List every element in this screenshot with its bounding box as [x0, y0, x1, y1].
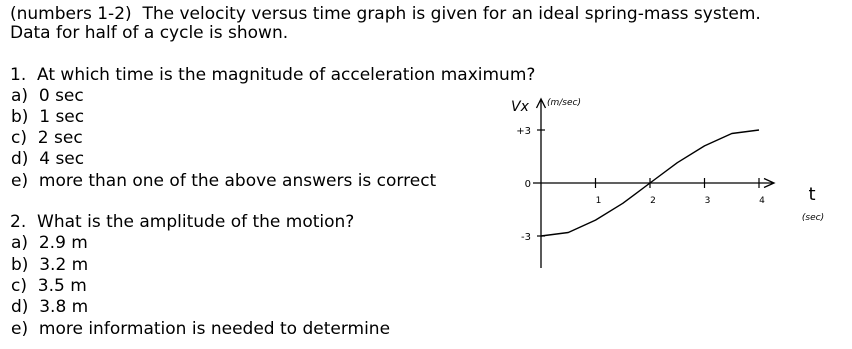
- question-2-option-c: c) 3.5 m: [11, 276, 87, 296]
- y-axis-unit: (m/sec): [547, 98, 581, 108]
- question-1-option-a: a) 0 sec: [11, 86, 84, 106]
- y-tick-label: +3: [516, 126, 531, 137]
- x-axis-unit: (sec): [801, 213, 825, 223]
- question-1-option-d: d) 4 sec: [11, 149, 85, 169]
- question-2-option-b: b) 3.2 m: [11, 255, 89, 275]
- x-tick-label: 2: [650, 196, 656, 206]
- x-tick-label: 1: [595, 196, 602, 206]
- question-1-option-c: c) 2 sec: [11, 128, 83, 148]
- question-1-option-e: e) more than one of the above answers is correct: [11, 171, 437, 191]
- question-2-prompt: 2. What is the amplitude of the motion?: [10, 212, 355, 232]
- y-tick-label: -3: [521, 232, 531, 243]
- question-2-option-e: e) more information is needed to determine: [11, 319, 391, 339]
- x-tick-label: 4: [759, 196, 765, 206]
- y-tick-label: 0: [524, 179, 531, 190]
- x-tick-label: 3: [704, 196, 711, 206]
- y-axis-label: Vx: [511, 99, 529, 115]
- velocity-time-graph: [490, 86, 852, 349]
- x-axis-label: t: [808, 184, 816, 205]
- intro-line-1: (numbers 1-2) The velocity versus time graph is given for an ideal spring-mass system.: [10, 4, 761, 24]
- question-2-option-d: d) 3.8 m: [11, 297, 89, 317]
- x-ticks: [596, 178, 766, 206]
- intro-line-2: Data for half of a cycle is shown.: [10, 23, 289, 43]
- question-1-prompt: 1. At which time is the magnitude of acceleration maximum?: [10, 65, 536, 85]
- question-2-option-a: a) 2.9 m: [11, 233, 88, 253]
- question-1-option-b: b) 1 sec: [11, 107, 85, 127]
